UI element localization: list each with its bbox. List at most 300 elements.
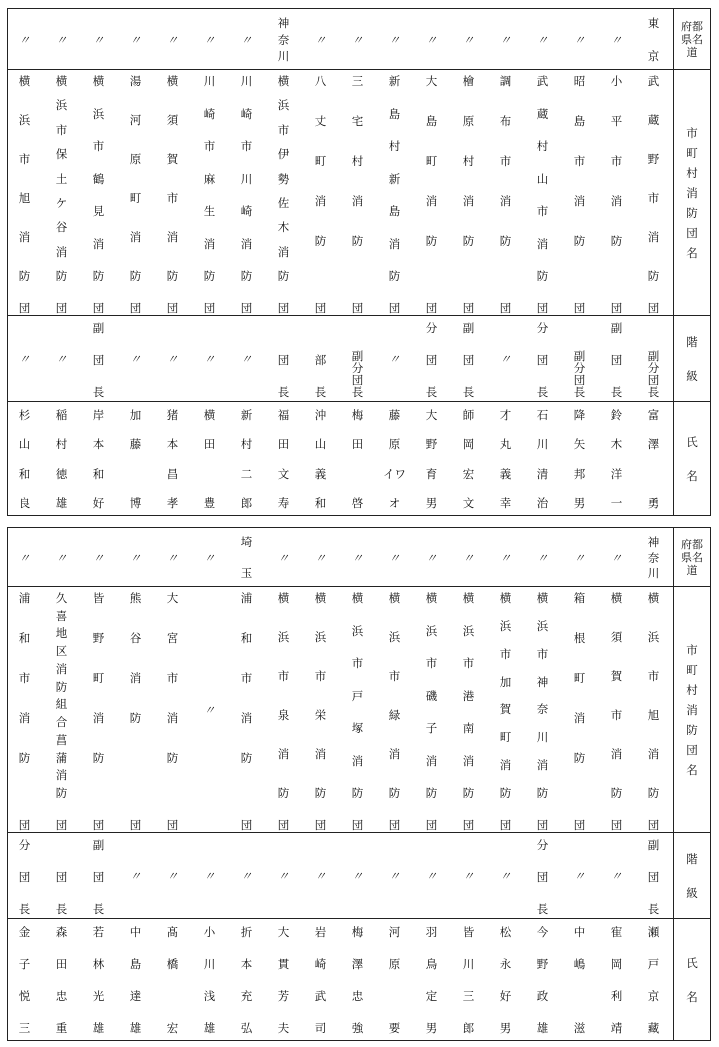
- name-header: [673, 919, 710, 1040]
- cell-char: 京: [647, 989, 660, 1003]
- cell-char: 防: [203, 269, 216, 283]
- cell-char: 横: [647, 591, 660, 605]
- cell-char: 神: [647, 535, 660, 549]
- cell-char: 団: [425, 301, 438, 315]
- ditto-mark: 〃: [203, 352, 216, 366]
- rank-cell: [376, 833, 413, 918]
- ditto-mark: 〃: [92, 32, 105, 47]
- cell-char: 野: [425, 437, 438, 452]
- cell-char: 団: [351, 301, 364, 315]
- prefecture-cell: [228, 9, 265, 69]
- cell-char: 団: [425, 353, 438, 367]
- municipality-cell: [302, 70, 339, 315]
- cell-char: 悦: [18, 989, 31, 1003]
- cell-char: 浜: [277, 630, 290, 644]
- cell-char: 団: [18, 818, 31, 832]
- cell-char: 好: [92, 496, 105, 510]
- municipality-cell: [339, 587, 376, 832]
- cell-char: 団: [240, 818, 253, 832]
- cell-char: 三: [351, 74, 364, 88]
- name-cell: [43, 919, 80, 1040]
- cell-char: 防: [166, 751, 179, 765]
- cell-char: 消: [277, 747, 290, 761]
- cell-char: 横: [388, 591, 401, 605]
- cell-char: 澤: [647, 437, 660, 452]
- ditto-mark: 〃: [18, 32, 31, 47]
- cell-char: 団: [92, 301, 105, 315]
- cell-char: 土: [55, 171, 68, 186]
- cell-char: 新: [388, 74, 401, 88]
- cell-char: 保: [55, 147, 68, 162]
- cell-char: 木: [277, 220, 290, 235]
- cell-char: 市: [55, 122, 68, 137]
- prefecture-header: [673, 9, 710, 69]
- municipality-cell: [450, 587, 487, 832]
- prefecture-header: [673, 528, 710, 586]
- cell-char: 和: [240, 631, 253, 645]
- cell-char: 防: [351, 786, 364, 800]
- cell-char: 勇: [647, 496, 660, 510]
- cell-char: 武: [536, 74, 549, 88]
- cell-char: 防: [573, 234, 586, 248]
- cell-char: 長: [462, 385, 475, 399]
- cell-char: 重: [55, 1021, 68, 1035]
- cell-char: 消: [203, 236, 216, 251]
- cell-char: 長: [425, 385, 438, 399]
- name-cell: [191, 402, 228, 515]
- cell-char: 消: [425, 753, 438, 768]
- cell-char: 防: [92, 269, 105, 283]
- prefecture-cell: [191, 9, 228, 69]
- cell-char: 蔵: [536, 106, 549, 121]
- municipality-cell: [191, 70, 228, 315]
- municipality-row: [8, 587, 710, 833]
- municipality-cell: [43, 70, 80, 315]
- cell-char: 消: [18, 230, 31, 244]
- cell-char: 湯: [129, 74, 142, 88]
- cell-char: 加: [499, 674, 512, 689]
- cell-char: 長: [536, 902, 549, 916]
- prefecture-label: 府都県名道: [681, 537, 703, 577]
- cell-char: 崎: [240, 204, 253, 218]
- cell-char: 田: [277, 437, 290, 452]
- cell-char: 横: [425, 591, 438, 605]
- ditto-mark: 〃: [55, 550, 68, 565]
- name-cell: [43, 402, 80, 515]
- cell-char: 川: [240, 74, 253, 88]
- ditto-mark: 〃: [610, 869, 623, 883]
- ditto-mark: 〃: [536, 32, 549, 47]
- municipality-cell: [339, 70, 376, 315]
- cell-char: 賀: [499, 702, 512, 717]
- name-cell: [450, 402, 487, 515]
- cell-char: 市: [314, 669, 327, 683]
- cell-char: 防: [129, 711, 142, 725]
- cell-char: 消: [129, 671, 142, 685]
- municipality-cell: [561, 70, 598, 315]
- rank-cell: [413, 316, 450, 401]
- cell-char: 川: [536, 730, 549, 745]
- municipality-cell: [117, 70, 154, 315]
- ditto-mark: 〃: [499, 352, 512, 366]
- cell-char: 消: [55, 244, 68, 259]
- cell-char: 浜: [55, 98, 68, 113]
- cell-char: 今: [536, 925, 549, 939]
- cell-char: 市: [536, 204, 549, 218]
- name-cell: [228, 919, 265, 1040]
- cell-char: 防: [536, 786, 549, 800]
- rank-cell: [117, 316, 154, 401]
- cell-char: 防: [462, 234, 475, 248]
- cell-char: 村: [536, 139, 549, 153]
- cell-char: 永: [499, 957, 512, 971]
- cell-char: 田: [55, 957, 68, 971]
- cell-char: 金: [18, 925, 31, 939]
- ditto-mark: 〃: [351, 550, 364, 565]
- cell-char: 昌: [166, 466, 179, 481]
- cell-char: 浅: [203, 989, 216, 1003]
- name-cell: [117, 402, 154, 515]
- cell-char: 浜: [18, 113, 31, 127]
- cell-char: 副: [610, 321, 623, 335]
- cell-char: 防: [55, 786, 68, 800]
- cell-char: 消: [462, 194, 475, 208]
- rank-cell: [265, 316, 302, 401]
- cell-char: 旭: [18, 191, 31, 205]
- cell-char: 団: [536, 870, 549, 884]
- ditto-mark: 〃: [129, 869, 142, 883]
- cell-char: 磯: [425, 688, 438, 703]
- prefecture-cell: [487, 9, 524, 69]
- municipality-cell: [635, 587, 672, 832]
- cell-char: 大: [277, 925, 290, 939]
- cell-char: 勢: [277, 171, 290, 186]
- cell-char: 横: [55, 74, 68, 88]
- cell-char: 山: [536, 171, 549, 186]
- cell-char: 浜: [536, 618, 549, 633]
- cell-char: 洋: [610, 466, 623, 481]
- cell-char: 澤: [351, 957, 364, 971]
- cell-char: 蔵: [647, 113, 660, 127]
- cell-char: 山: [18, 437, 31, 452]
- prefecture-cell: [598, 528, 635, 586]
- cell-char: 部: [314, 353, 327, 367]
- name-cell: [376, 919, 413, 1040]
- cell-char: 男: [425, 496, 438, 510]
- cell-char: 奈: [536, 702, 549, 717]
- ditto-mark: 〃: [610, 550, 623, 565]
- cell-char: 団: [129, 301, 142, 315]
- cell-char: 奈: [647, 550, 660, 565]
- cell-char: 団: [647, 373, 660, 387]
- cell-char: 横: [499, 591, 512, 605]
- municipality-cell: [265, 70, 302, 315]
- ditto-mark: 〃: [388, 32, 401, 47]
- rank-cell: [339, 833, 376, 918]
- cell-char: 団: [203, 301, 216, 315]
- cell-char: 副: [573, 349, 586, 363]
- cell-char: 大: [425, 408, 438, 422]
- prefecture-cell: [339, 528, 376, 586]
- ditto-mark: 〃: [351, 869, 364, 883]
- ditto-mark: 〃: [573, 32, 586, 47]
- municipality-header: [673, 587, 710, 832]
- ditto-mark: 〃: [129, 32, 142, 47]
- cell-char: 長: [314, 385, 327, 399]
- cell-char: 鈴: [610, 408, 623, 422]
- cell-char: 消: [536, 236, 549, 251]
- ditto-mark: 〃: [314, 869, 327, 883]
- rank-cell: [302, 833, 339, 918]
- ditto-mark: 〃: [462, 32, 475, 47]
- cell-char: 町: [314, 154, 327, 168]
- cell-char: 宏: [166, 1021, 179, 1035]
- cell-char: 長: [55, 902, 68, 916]
- name-cell: [302, 919, 339, 1040]
- cell-char: 消: [388, 747, 401, 761]
- prefecture-cell: [561, 9, 598, 69]
- cell-char: 雄: [203, 1021, 216, 1035]
- cell-char: 港: [462, 688, 475, 703]
- cell-char: 藤: [129, 437, 142, 452]
- cell-char: 市: [203, 139, 216, 153]
- municipality-cell: [487, 70, 524, 315]
- prefecture-cell: [117, 9, 154, 69]
- rank-label: 階 級: [686, 851, 698, 900]
- prefecture-cell: [450, 528, 487, 586]
- cell-char: 崎: [240, 106, 253, 121]
- cell-char: 本: [92, 437, 105, 452]
- cell-char: 消: [388, 236, 401, 251]
- cell-char: 島: [388, 204, 401, 218]
- rank-cell: [635, 316, 672, 401]
- cell-char: 団: [499, 818, 512, 832]
- ditto-mark: 〃: [425, 32, 438, 47]
- cell-char: 新: [240, 408, 253, 422]
- rank-cell: [6, 316, 43, 401]
- cell-char: 夫: [277, 1021, 290, 1035]
- cell-char: 須: [166, 113, 179, 127]
- ditto-mark: 〃: [573, 550, 586, 565]
- municipality-cell: [413, 70, 450, 315]
- cell-char: 文: [277, 466, 290, 481]
- cell-char: 副: [647, 349, 660, 363]
- cell-char: 村: [462, 154, 475, 168]
- cell-char: 市: [610, 708, 623, 722]
- cell-char: 光: [92, 989, 105, 1003]
- cell-char: 川: [462, 957, 475, 971]
- cell-char: 消: [277, 244, 290, 259]
- municipality-cell: [80, 587, 117, 832]
- cell-char: 浜: [351, 623, 364, 638]
- municipality-cell: [43, 587, 80, 832]
- cell-char: 須: [610, 630, 623, 644]
- municipality-row: [8, 70, 710, 316]
- cell-char: 市: [166, 671, 179, 685]
- name-cell: [339, 402, 376, 515]
- rank-cell: [561, 833, 598, 918]
- cell-char: 防: [610, 786, 623, 800]
- cell-char: 皆: [462, 925, 475, 939]
- ditto-mark: 〃: [351, 32, 364, 47]
- ditto-mark: 〃: [129, 550, 142, 565]
- cell-char: 調: [499, 74, 512, 88]
- cell-char: 防: [499, 234, 512, 248]
- cell-char: 市: [18, 152, 31, 166]
- cell-char: 消: [610, 747, 623, 761]
- rank-cell: [635, 833, 672, 918]
- cell-char: 博: [129, 496, 142, 510]
- cell-char: 防: [240, 269, 253, 283]
- cell-char: 神: [277, 16, 290, 30]
- cell-char: 伊: [277, 147, 290, 162]
- cell-char: 義: [499, 466, 512, 481]
- municipality-cell: [154, 587, 191, 832]
- cell-char: 石: [536, 408, 549, 422]
- cell-char: 和: [92, 466, 105, 481]
- cell-char: 市: [499, 154, 512, 168]
- cell-char: 檜: [462, 74, 475, 88]
- cell-char: 消: [351, 194, 364, 208]
- cell-char: 富: [647, 408, 660, 422]
- name-cell: [154, 919, 191, 1040]
- cell-char: 清: [536, 466, 549, 481]
- name-label: 氏 名: [686, 434, 698, 483]
- cell-char: 長: [647, 385, 660, 399]
- cell-char: 三: [462, 989, 475, 1003]
- cell-char: 防: [314, 234, 327, 248]
- name-cell: [339, 919, 376, 1040]
- rank-cell: [598, 316, 635, 401]
- cell-char: 島: [129, 957, 142, 971]
- name-cell: [413, 919, 450, 1040]
- cell-char: 根: [573, 631, 586, 645]
- municipality-cell: [302, 587, 339, 832]
- ditto-mark: 〃: [166, 550, 179, 565]
- cell-char: 防: [129, 269, 142, 283]
- cell-char: 町: [129, 191, 142, 205]
- cell-char: 平: [610, 114, 623, 128]
- cell-char: 消: [536, 758, 549, 773]
- rank-cell: [561, 316, 598, 401]
- rank-cell: [265, 833, 302, 918]
- prefecture-cell: [228, 528, 265, 586]
- cell-char: 徳: [55, 466, 68, 481]
- cell-char: 横: [166, 74, 179, 88]
- name-cell: [524, 402, 561, 515]
- cell-char: イワ: [383, 466, 406, 481]
- name-cell: [80, 919, 117, 1040]
- ditto-mark: 〃: [166, 869, 179, 883]
- cell-char: 長: [277, 385, 290, 399]
- cell-char: 三: [18, 1021, 31, 1035]
- name-cell: [561, 402, 598, 515]
- cell-char: 梅: [351, 408, 364, 422]
- cell-char: 鳥: [425, 957, 438, 971]
- cell-char: 才: [499, 408, 512, 422]
- municipality-cell: [598, 70, 635, 315]
- rank-cell: [191, 833, 228, 918]
- cell-char: 団: [351, 818, 364, 832]
- cell-char: 消: [425, 194, 438, 208]
- cell-char: 市: [277, 669, 290, 683]
- rank-cell: [598, 833, 635, 918]
- name-cell: [265, 402, 302, 515]
- cell-char: 横: [314, 591, 327, 605]
- cell-char: 長: [610, 385, 623, 399]
- cell-char: 消: [647, 230, 660, 244]
- cell-char: 消: [166, 230, 179, 244]
- cell-char: 子: [18, 957, 31, 971]
- rank-cell: [487, 316, 524, 401]
- prefecture-cell: [117, 528, 154, 586]
- cell-char: 岡: [462, 437, 475, 452]
- cell-char: 幸: [499, 496, 512, 510]
- cell-char: 邦: [573, 466, 586, 481]
- cell-char: 緑: [388, 708, 401, 722]
- cell-char: 福: [277, 408, 290, 422]
- name-row: [8, 919, 710, 1040]
- cell-char: 男: [425, 1021, 438, 1035]
- cell-char: 鶴: [92, 171, 105, 186]
- cell-char: 長: [647, 902, 660, 916]
- name-cell: [487, 402, 524, 515]
- cell-char: 浜: [462, 623, 475, 638]
- cell-char: 防: [388, 269, 401, 283]
- cell-char: 利: [610, 989, 623, 1003]
- rank-cell: [487, 833, 524, 918]
- cell-char: 大: [425, 74, 438, 88]
- cell-char: 川: [277, 49, 290, 63]
- cell-char: 島: [388, 106, 401, 121]
- cell-char: 降: [573, 408, 586, 422]
- cell-char: 団: [277, 353, 290, 367]
- cell-char: 要: [388, 1021, 401, 1035]
- name-cell: [598, 919, 635, 1040]
- cell-char: 山: [314, 437, 327, 452]
- cell-char: 雄: [129, 1021, 142, 1035]
- ditto-mark: 〃: [536, 550, 549, 565]
- prefecture-cell: [598, 9, 635, 69]
- table-1: [7, 8, 711, 516]
- cell-char: 浦: [18, 591, 31, 605]
- cell-char: 防: [573, 751, 586, 765]
- cell-char: 町: [425, 154, 438, 168]
- municipality-label: 市 町 村 消 防 団 名: [686, 642, 698, 777]
- cell-char: 川: [240, 171, 253, 186]
- cell-char: 団: [277, 818, 290, 832]
- municipality-cell: [524, 70, 561, 315]
- cell-char: 防: [92, 751, 105, 765]
- cell-char: 矢: [573, 437, 586, 452]
- rank-cell: [339, 316, 376, 401]
- cell-char: 分: [536, 838, 549, 852]
- name-cell: [598, 402, 635, 515]
- cell-char: 消: [18, 711, 31, 725]
- cell-char: 八: [314, 74, 327, 88]
- rank-cell: [450, 316, 487, 401]
- name-cell: [265, 919, 302, 1040]
- cell-char: 橋: [166, 957, 179, 971]
- prefecture-cell: [524, 528, 561, 586]
- cell-char: 団: [18, 870, 31, 884]
- cell-char: 義: [314, 466, 327, 481]
- cell-char: 宮: [166, 631, 179, 645]
- rank-cell: [154, 316, 191, 401]
- cell-char: 団: [610, 301, 623, 315]
- cell-char: 野: [647, 152, 660, 166]
- cell-char: 団: [92, 353, 105, 367]
